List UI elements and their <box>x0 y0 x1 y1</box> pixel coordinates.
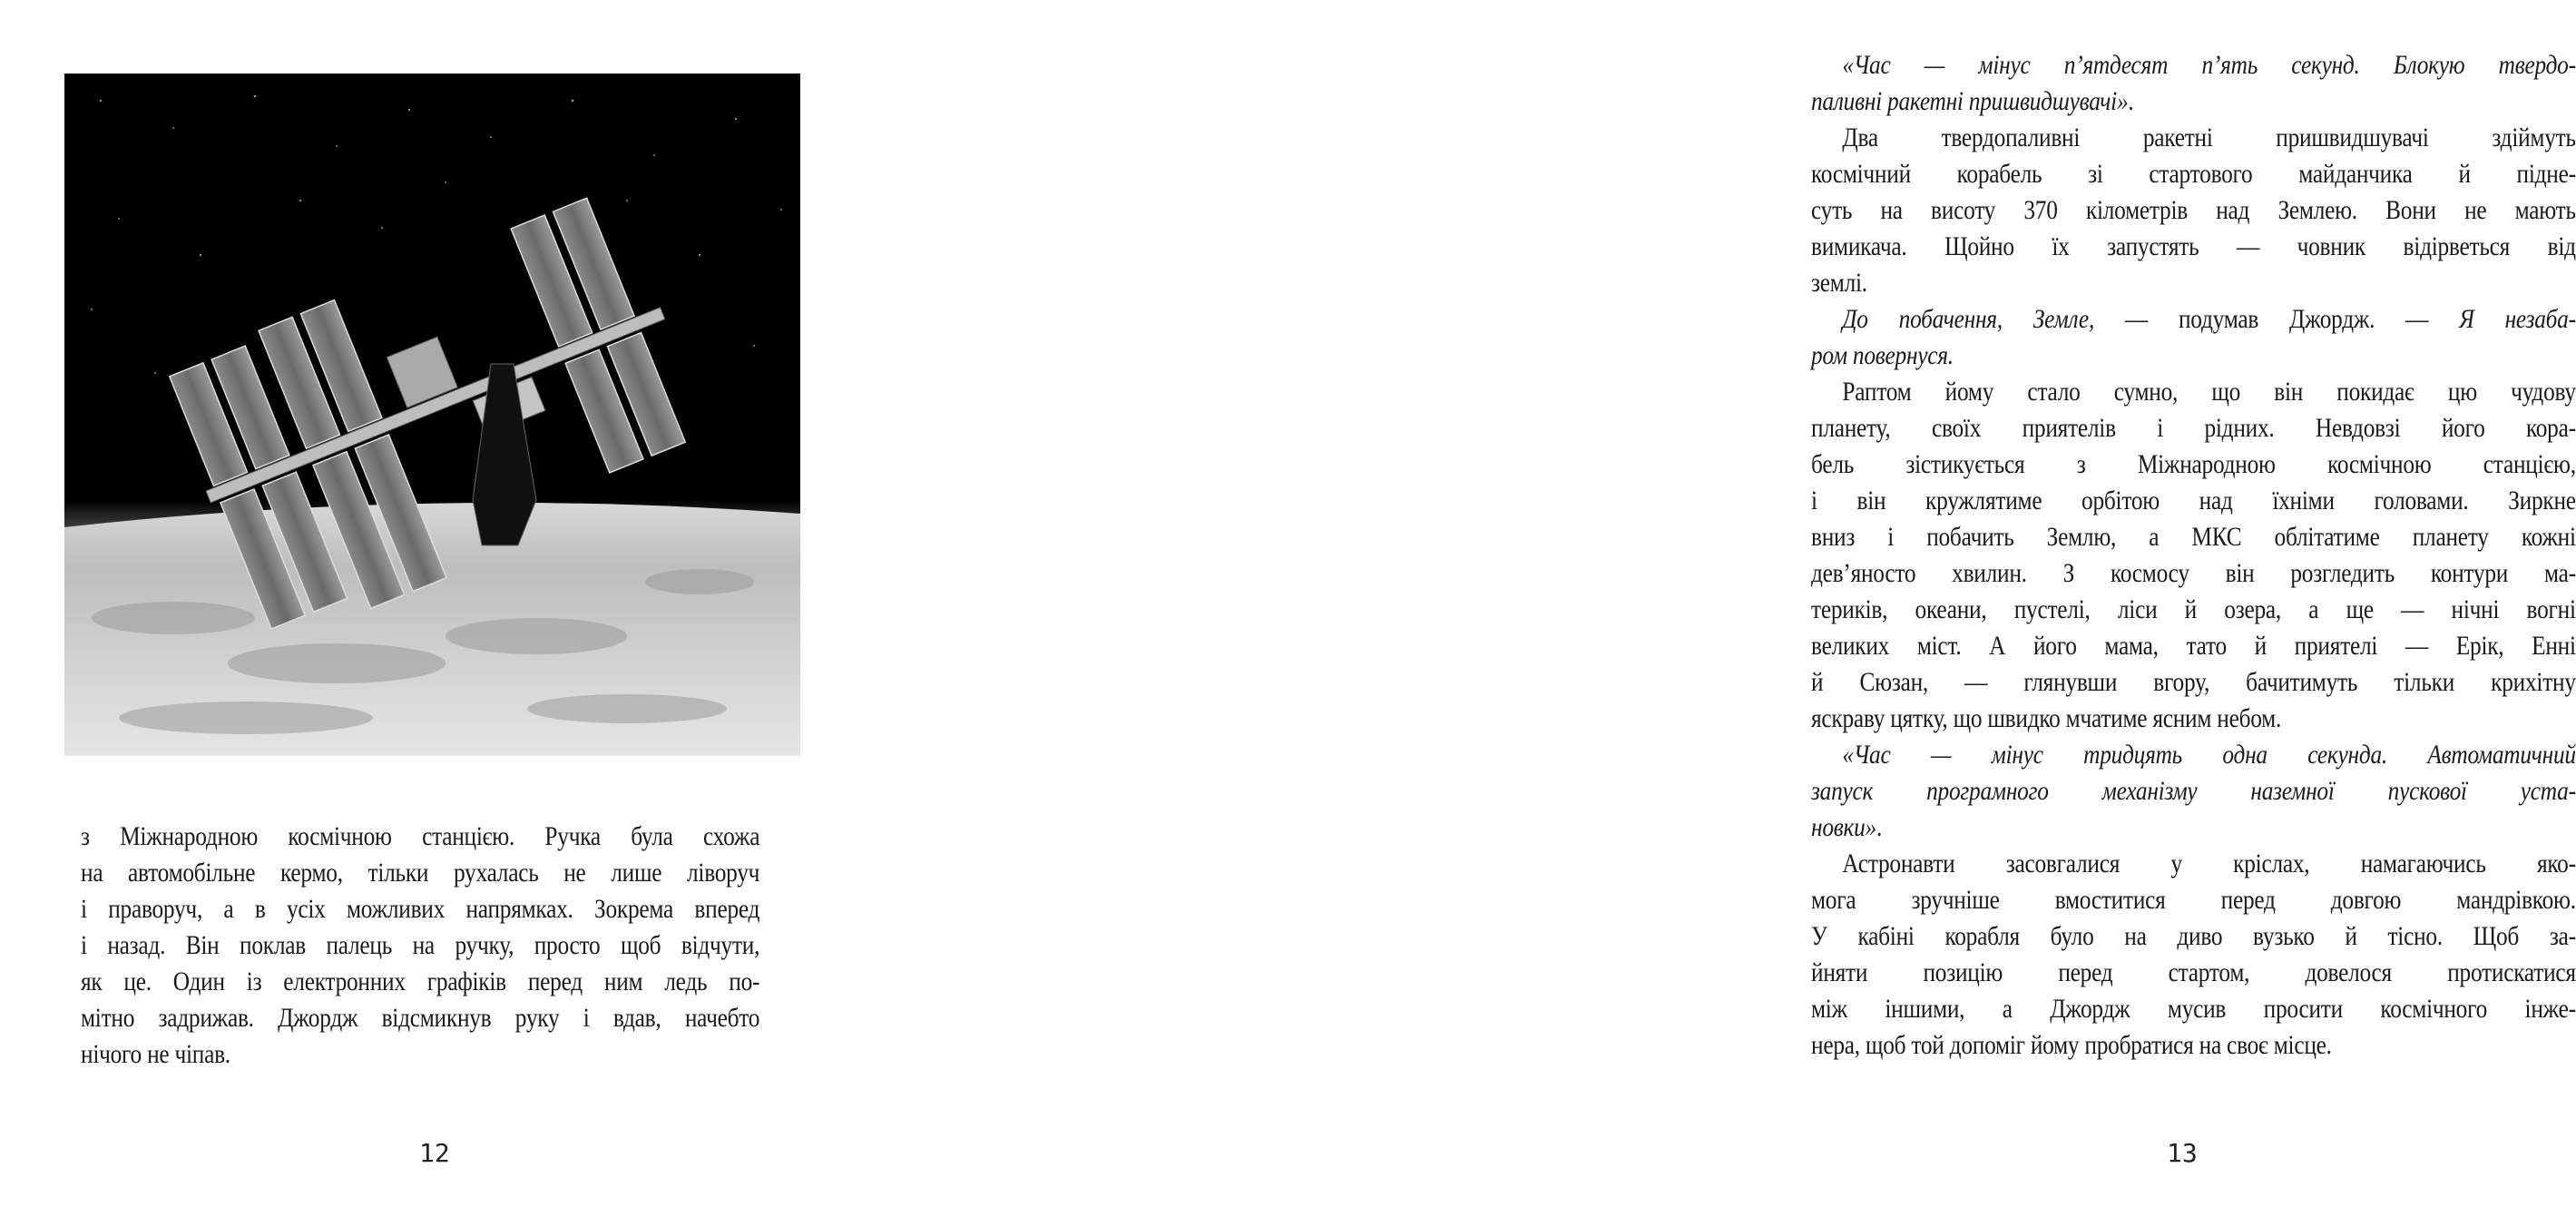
text-segment: Астронавти засовгалися у кріслах, намагаючись яко- <box>1842 849 2576 878</box>
text-line <box>1811 991 2576 1027</box>
left-page <box>0 0 871 1207</box>
text-segment: великих міст. А його мама, тато й приятелі — Ерік, Енні <box>1811 632 2576 661</box>
text-line <box>1811 882 2576 918</box>
italic-text-segment: новки» <box>1811 813 1876 842</box>
text-line <box>1811 47 2576 83</box>
italic-text-segment: ром повернуся. <box>1811 341 1954 370</box>
text-line <box>1811 338 2576 374</box>
text-segment: й Сюзан, — глянувши вгору, бачитимуть тільки крихітну <box>1811 668 2576 697</box>
text-line <box>1811 446 2576 483</box>
text-segment: . <box>2128 87 2134 116</box>
text-line <box>1811 156 2576 192</box>
text-segment: і він кружлятиме орбітою над їхніми головами. Зиркне <box>1811 486 2576 515</box>
text-segment: планету, своїх приятелів і рідних. Невдовзі його кора- <box>1811 414 2576 443</box>
text-line <box>1811 519 2576 555</box>
text-segment: бель зістикується з Міжнародною космічною станцією, <box>1811 450 2576 479</box>
text-line <box>1811 810 2576 846</box>
italic-text-segment: До побачення, Земле, <box>1842 305 2125 334</box>
text-line: нічого не чіпав. <box>81 1040 230 1069</box>
text-line <box>1811 1027 2576 1064</box>
text-line <box>1811 374 2576 410</box>
text-line <box>1811 701 2576 737</box>
iss-illustration <box>64 74 800 756</box>
text-line <box>1811 918 2576 955</box>
text-line <box>1811 737 2576 773</box>
text-line <box>1811 955 2576 991</box>
text-line <box>1811 83 2576 120</box>
italic-text-segment: «Час — мінус тридцять одна секунда. Автоматичний <box>1842 741 2576 770</box>
text-segment: Два твердопаливні ракетні пришвидшувачі здіймуть <box>1842 123 2576 152</box>
text-segment: дев’яносто хвилин. З космосу він розгледить контури ма- <box>1811 559 2576 588</box>
text-line <box>1811 229 2576 265</box>
text-line <box>1811 555 2576 592</box>
text-segment: . <box>1876 813 1883 842</box>
left-page-body-text <box>81 819 759 1073</box>
text-line <box>1811 483 2576 519</box>
text-line <box>1811 664 2576 701</box>
text-line <box>1811 301 2576 338</box>
italic-text-segment: паливні ракетні пришвидшувачі» <box>1811 87 2129 116</box>
text-segment: вниз і побачить Землю, а МКС облітатиме планету кожні <box>1811 523 2576 552</box>
italic-text-segment: запуск програмного механізму наземної пускової уста- <box>1811 777 2576 806</box>
text-line: як це. Один із електронних графіків перед ним ледь по- <box>81 967 760 996</box>
text-line: мітно задрижав. Джордж відсмикнув руку і вдав, начебто <box>81 1004 760 1033</box>
text-line <box>1811 410 2576 446</box>
text-line <box>1811 628 2576 664</box>
text-segment: У кабіні корабля було на диво вузько й тісно. Щоб за- <box>1811 922 2576 951</box>
text-segment: землі. <box>1811 269 1867 298</box>
page-number-left: 12 <box>419 1138 450 1168</box>
text-line: і праворуч, а в усіх можливих напрямках. Зокрема вперед <box>81 895 760 924</box>
text-line <box>1811 846 2576 882</box>
text-line <box>1811 120 2576 156</box>
text-line: з Міжнародною космічною станцією. Ручка була схожа <box>81 822 760 851</box>
text-segment: мога зручніше вмоститися перед довгою мандрівкою. <box>1811 886 2576 915</box>
text-line <box>1811 265 2576 301</box>
text-segment: яскраву цятку, що швидко мчатиме ясним небом. <box>1811 704 2282 733</box>
right-page <box>871 0 2576 1207</box>
right-page-body-text <box>1811 47 2576 1064</box>
text-line <box>1811 192 2576 229</box>
text-line <box>1811 773 2576 810</box>
text-segment: Раптом йому стало сумно, що він покидає цю чудову <box>1842 378 2576 407</box>
text-segment: між іншими, а Джордж мусив просити космічного інже- <box>1811 995 2576 1024</box>
text-segment: вимикача. Щойно їх запустять — човник відірветься від <box>1811 232 2576 261</box>
text-segment: суть на висоту 370 кілометрів над Землею. Вони не мають <box>1811 196 2576 225</box>
text-line: і назад. Він поклав палець на ручку, просто щоб відчути, <box>81 931 760 960</box>
text-segment: космічний корабель зі стартового майданчика й підне- <box>1811 160 2576 189</box>
page-number-right: 13 <box>2167 1138 2198 1168</box>
text-segment: нера, щоб той допоміг йому пробратися на своє місце. <box>1811 1031 2332 1060</box>
text-segment: териків, океани, пустелі, ліси й озера, а ще — нічні вогні <box>1811 595 2576 624</box>
text-line: на автомобільне кермо, тільки рухалась не лише ліворуч <box>81 859 760 888</box>
text-segment: йняти позицію перед стартом, довелося протискатися <box>1811 958 2576 987</box>
text-line <box>1811 592 2576 628</box>
text-segment: — подумав Джордж. — <box>2124 305 2460 334</box>
italic-text-segment: Я незаба- <box>2459 305 2576 334</box>
italic-text-segment: «Час — мінус п’ятдесят п’ять секунд. Блокую твердо- <box>1842 51 2576 80</box>
